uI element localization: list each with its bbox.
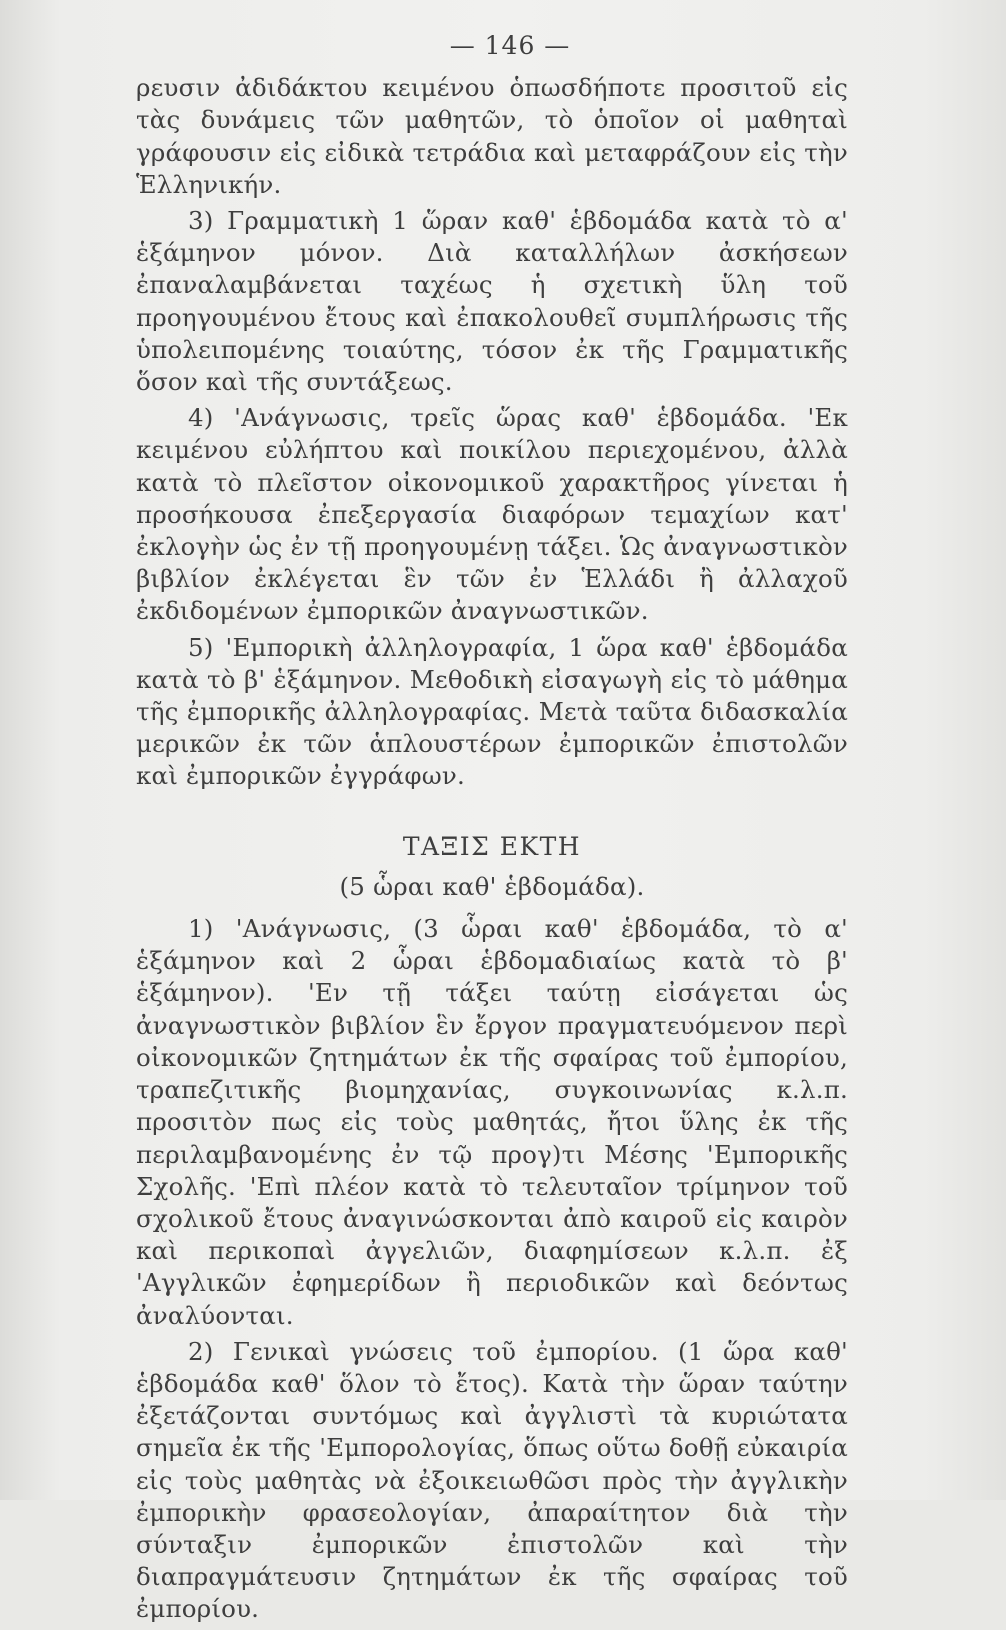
paragraph-grammar: 3) Γραμματικὴ 1 ὥραν καθ' ἑβδομάδα κατὰ τὸ α' ἑξάμηνον μόνον. Διὰ καταλλήλων ἀσκήσεων ἐπαναλαμβάνεται ταχέως ἡ σχετικὴ ὕλη τοῦ προηγουμένου ἔτους καὶ ἐπακολουθεῖ συμπλήρωσις τῆς ὑπολειπομένης τοιαύτης, τόσον ἐκ τῆς Γραμματικῆς ὅσον καὶ τῆς συντάξεως.	[136, 206, 848, 397]
section-title: ΤΑΞΙΣ ΕΚΤΗ	[402, 831, 582, 861]
section-subtitle: (5 ὧραι καθ' ἑβδομάδα).	[339, 871, 645, 901]
paragraph-sixth-commerce: 2) Γενικαὶ γνώσεις τοῦ ἐμπορίου. (1 ὥρα καθ' ἑβδομάδα καθ' ὅλον τὸ ἔτος). Κατὰ τὴν ὥραν ταύτην ἐξετάζονται συντόμως καὶ ἀγγλιστὶ τὰ κυριώτατα σημεῖα ἐκ τῆς 'Εμπορολογίας, ὅπως οὕτω δοθῇ εὐκαιρία εἰς τοὺς μαθητὰς νὰ ἐξοικειωθῶσι πρὸς τὴν ἀγγλικὴν ἐμπορικὴν φρασεολογίαν, ἀπαραίτητον διὰ τὴν σύνταξιν ἐμπορικῶν ἐπιστολῶν καὶ τὴν διαπραγμάτευσιν ζητημάτων ἐκ τῆς σφαίρας τοῦ ἐμπορίου.	[136, 1336, 848, 1624]
paragraph-sixth-reading: 1) 'Ανάγνωσις, (3 ὧραι καθ' ἑβδομάδα, τὸ α' ἑξάμηνον καὶ 2 ὧραι ἑβδομαδιαίως κατὰ τὸ β' ἑξάμηνον). 'Εν τῇ τάξει ταύτῃ εἰσάγεται ὡς ἀναγνωστικὸν βιβλίον ἓν ἔργον πραγματευόμενον περὶ οἰκονομικῶν ζητημάτων ἐκ τῆς σφαίρας τοῦ ἐμπορίου, τραπεζιτικῆς βιομηχανίας, συγκοινωνίας κ.λ.π. προσιτὸν πως εἰς τοὺς μαθητάς, ἤτοι ὕλης ἐκ τῆς περιλαμβανομένης ἐν τῷ προγ)τι Μέσης 'Εμπορικῆς Σχολῆς. 'Επὶ πλέον κατὰ τὸ τελευταῖον τρίμηνον τοῦ σχολικοῦ ἔτους ἀναγινώσκονται ἀπὸ καιροῦ εἰς καιρὸν καὶ περικοπαὶ ἀγγελιῶν, διαφημίσεων κ.λ.π. ἐξ 'Αγγλικῶν ἐφημερίδων ἢ περιοδικῶν καὶ δεόντως ἀναλύονται.	[136, 914, 848, 1330]
page-number: — 146 —	[449, 31, 571, 60]
paragraph-continuation: ρευσιν ἀδιδάκτου κειμένου ὁπωσδήποτε προσιτοῦ εἰς τὰς δυνάμεις τῶν μαθητῶν, τὸ ὁποῖον οἱ μαθηταὶ γράφουσιν εἰς εἰδικὰ τετράδια καὶ μεταφράζουν εἰς τὴν Ἑλληνικήν.	[136, 73, 848, 199]
page-text-block	[136, 30, 848, 1630]
paragraph-reading: 4) 'Ανάγνωσις, τρεῖς ὥρας καθ' ἑβδομάδα. 'Εκ κειμένου εὐλήπτου καὶ ποικίλου περιεχομένου, ἀλλὰ κατὰ τὸ πλεῖστον οἰκονομικοῦ χαρακτῆρος γίνεται ἡ προσήκουσα ἐπεξεργασία διαφόρων τεμαχίων κατ' ἐκλογὴν ὡς ἐν τῇ προηγουμένῃ τάξει. Ὡς ἀναγνωστικὸν βιβλίον ἐκλέγεται ἓν τῶν ἐν Ἑλλάδι ἢ ἀλλαχοῦ ἐκδιδομένων ἐμπορικῶν ἀναγνωστικῶν.	[136, 403, 848, 626]
paragraph-correspondence: 5) 'Εμπορικὴ ἀλληλογραφία, 1 ὥρα καθ' ἑβδομάδα κατὰ τὸ β' ἑξάμηνον. Μεθοδικὴ εἰσαγωγὴ εἰς τὸ μάθημα τῆς ἐμπορικῆς ἀλληλογραφίας. Μετὰ ταῦτα διδασκαλία μερικῶν ἐκ τῶν ἁπλουστέρων ἐμπορικῶν ἐπιστολῶν καὶ ἐμπορικῶν ἐγγράφων.	[136, 632, 848, 791]
